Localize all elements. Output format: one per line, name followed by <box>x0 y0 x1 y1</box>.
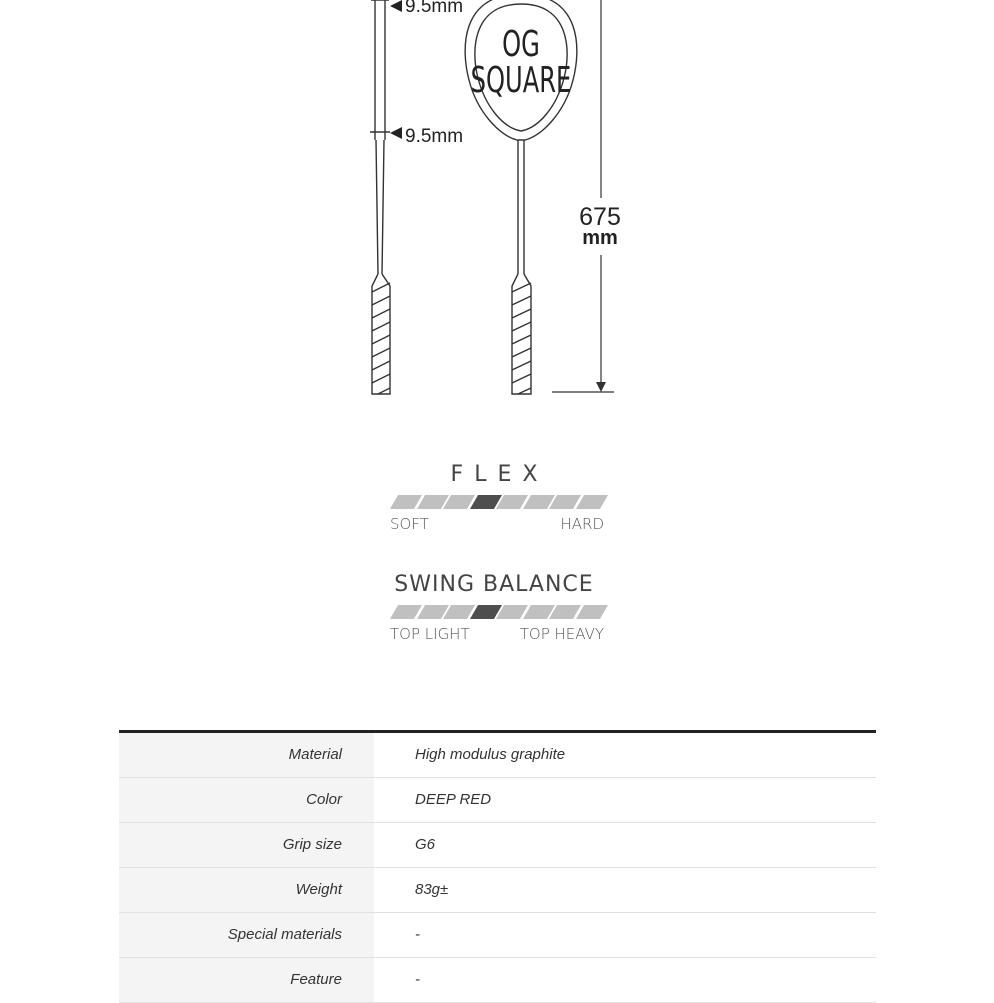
swing-balance-title: SWING BALANCE <box>394 572 594 597</box>
spec-label: Feature <box>119 958 374 1002</box>
flex-hard-label: HARD <box>560 515 604 533</box>
racket-head-text-square: SQUARE <box>470 60 572 102</box>
spec-row <box>119 823 876 868</box>
spec-row <box>119 733 876 778</box>
spec-row <box>119 913 876 958</box>
spec-row <box>119 958 876 1003</box>
spec-row <box>119 868 876 913</box>
spec-label: Weight <box>119 868 374 912</box>
spec-value: G6 <box>415 836 436 853</box>
shaft-top-measure: 9.5mm <box>405 0 464 17</box>
spec-row <box>119 778 876 823</box>
spec-value: High modulus graphite <box>415 746 566 763</box>
flex-bar <box>390 495 600 509</box>
spec-table <box>119 730 876 1003</box>
swing-top-heavy-label: TOP HEAVY <box>519 625 604 643</box>
level-segment <box>575 605 607 619</box>
spec-value: 83g± <box>415 881 449 898</box>
spec-label: Color <box>119 778 374 822</box>
racket-side-view <box>370 0 390 394</box>
shaft-bottom-measure: 9.5mm <box>405 126 464 147</box>
length-value: 675 <box>579 203 621 231</box>
length-dimension-line <box>552 0 614 392</box>
spec-value: - <box>415 971 420 988</box>
spec-label: Material <box>119 733 374 777</box>
flex-title: FLEX <box>450 462 549 487</box>
spec-label: Special materials <box>119 913 374 957</box>
racket-head-text-og: OG <box>502 24 540 66</box>
spec-value: DEEP RED <box>415 791 492 808</box>
racket-diagram <box>0 0 994 420</box>
arrow-down-icon <box>596 382 606 392</box>
flex-soft-label: SOFT <box>390 515 429 533</box>
spec-value: - <box>415 926 420 943</box>
level-segment <box>575 495 607 509</box>
length-unit: mm <box>582 227 618 249</box>
swing-balance-bar <box>390 605 600 619</box>
arrow-icon <box>390 0 402 139</box>
spec-label: Grip size <box>119 823 374 867</box>
swing-top-light-label: TOP LIGHT <box>390 625 470 643</box>
